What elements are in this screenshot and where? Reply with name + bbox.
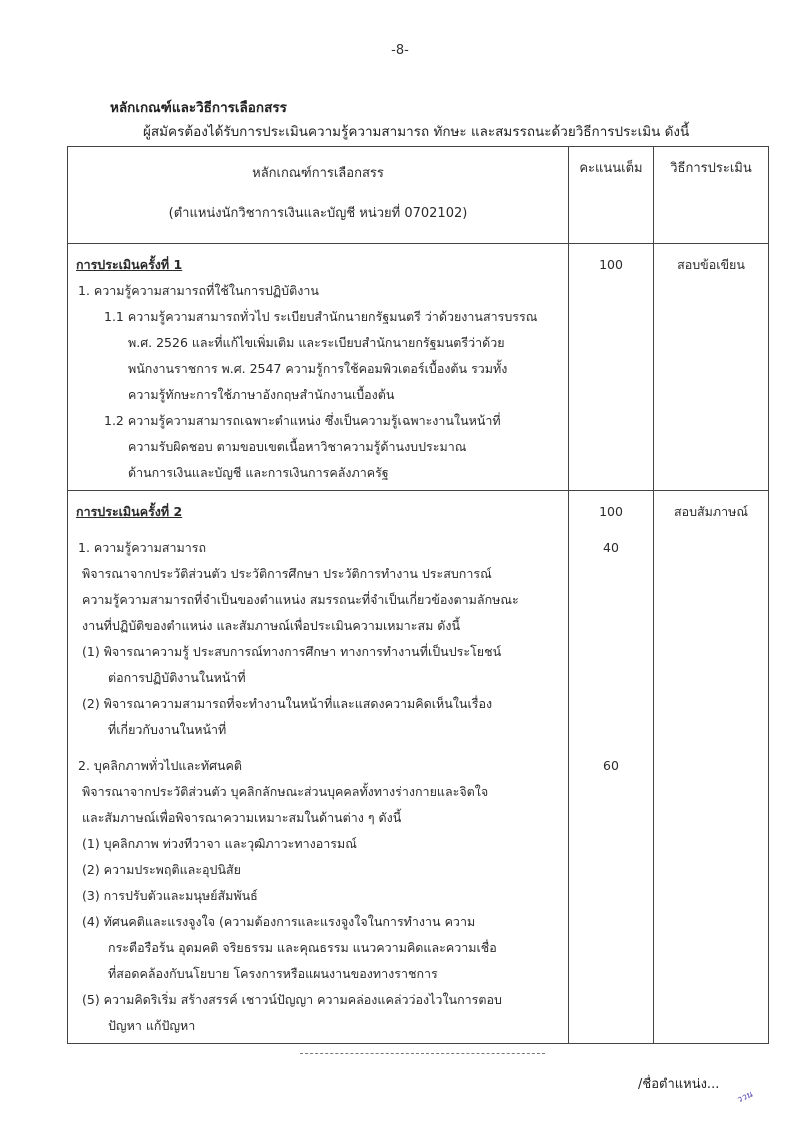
continuation-marker: /ชื่อตำแหน่ง... bbox=[638, 1077, 720, 1092]
section-title: หลักเกณฑ์และวิธีการเลือกสรร bbox=[110, 100, 287, 116]
round2-part2-item: 2. บุคลิกภาพทั่วไปและทัศนคติ bbox=[78, 758, 243, 773]
round1-item: พนักงานราชการ พ.ศ. 2547 ความรู้การใช้คอมพิวเตอร์เบื้องต้น รวมทั้ง bbox=[128, 361, 508, 376]
round2-method bbox=[654, 491, 769, 1044]
header-criteria-title: หลักเกณฑ์การเลือกสรร bbox=[252, 166, 384, 181]
round2-score bbox=[569, 491, 654, 1044]
round2-part2-item: (3) การปรับตัวและมนุษย์สัมพันธ์ bbox=[82, 888, 258, 903]
header-criteria bbox=[68, 147, 569, 244]
round2-part2-item: ที่สอดคล้องกับนโยบาย โครงการหรือแผนงานของทางราชการ bbox=[108, 966, 438, 981]
round2-part1-item: ต่อการปฏิบัติงานในหน้าที่ bbox=[108, 670, 246, 685]
round1-score-value: 100 bbox=[599, 257, 623, 272]
round2-criteria bbox=[68, 491, 569, 1044]
round1-title: การประเมินครั้งที่ 1 bbox=[76, 257, 183, 272]
round2-part2-item: พิจารณาจากประวัติส่วนตัว บุคลิกลักษณะส่วนบุคคลทั้งทางร่างกายและจิตใจ bbox=[82, 784, 489, 799]
round2-method-value: สอบสัมภาษณ์ bbox=[673, 504, 749, 519]
round1-item: ความรู้ทักษะการใช้ภาษาอังกฤษสำนักงานเบื้องต้น bbox=[128, 387, 395, 402]
round1-criteria bbox=[68, 244, 569, 491]
round2-part1-item: (2) พิจารณาความสามารถที่จะทำงานในหน้าที่และแสดงความคิดเห็นในเรื่อง bbox=[82, 696, 493, 711]
intro-paragraph: ผู้สมัครต้องได้รับการประเมินความรู้ความสามารถ ทักษะ และสมรรถนะด้วยวิธีการประเมิน ดังนี้ bbox=[143, 124, 690, 140]
round2-part1-item: 1. ความรู้ความสามารถ bbox=[78, 540, 207, 555]
round2-part2-score: 60 bbox=[603, 758, 619, 773]
round2-part1-item: ความรู้ความสามารถที่จำเป็นของตำแหน่ง สมรรถนะที่จำเป็นเกี่ยวข้องตามลักษณะ bbox=[82, 592, 519, 607]
round1-item: 1.1 ความรู้ความสามารถทั่วไป ระเบียบสำนักนายกรัฐมนตรี ว่าด้วยงานสารบรรณ bbox=[104, 309, 538, 324]
table-row-round2 bbox=[68, 491, 769, 1044]
round2-part1-item: ที่เกี่ยวกับงานในหน้าที่ bbox=[108, 722, 227, 737]
round2-part1-score: 40 bbox=[603, 540, 619, 555]
round2-part2-item: กระตือรือร้น อุดมคติ จริยธรรม และคุณธรรม แนวความคิดและความเชื่อ bbox=[108, 940, 497, 955]
header-criteria-position: (ตำแหน่งนักวิชาการเงินและบัญชี หน่วยที่ 0702102) bbox=[168, 206, 468, 221]
handwritten-initials: ววน bbox=[735, 1089, 755, 1106]
round2-part2-item: (2) ความประพฤติและอุปนิสัย bbox=[82, 862, 241, 877]
round2-part2-item: (4) ทัศนคติและแรงจูงใจ (ความต้องการและแรงจูงใจในการทำงาน ความ bbox=[82, 914, 476, 929]
round1-score bbox=[569, 244, 654, 491]
criteria-table bbox=[67, 146, 769, 1044]
round2-part2-item: (5) ความคิดริเริ่ม สร้างสรรค์ เชาวน์ปัญญา ความคล่องแคล่วว่องไวในการตอบ bbox=[82, 992, 502, 1007]
header-score: คะแนนเต็ม bbox=[569, 147, 654, 244]
round1-item: ความรับผิดชอบ ตามขอบเขตเนื้อหาวิชาความรู้ด้านงบประมาณ bbox=[128, 439, 467, 454]
round2-part2-item: (1) บุคลิกภาพ ท่วงทีวาจา และวุฒิภาวะทางอารมณ์ bbox=[82, 836, 357, 851]
round2-part2-item: และสัมภาษณ์เพื่อพิจารณาความเหมาะสมในด้านต่าง ๆ ดังนี้ bbox=[82, 810, 402, 825]
footer-divider bbox=[300, 1053, 545, 1054]
table-row-round1 bbox=[68, 244, 769, 491]
header-method: วิธีการประเมิน bbox=[654, 147, 769, 244]
round2-title: การประเมินครั้งที่ 2 bbox=[76, 504, 183, 519]
round1-item: ด้านการเงินและบัญชี และการเงินการคลังภาครัฐ bbox=[128, 465, 389, 480]
table-header-row bbox=[68, 147, 769, 244]
round1-method bbox=[654, 244, 769, 491]
round1-method-value: สอบข้อเขียน bbox=[677, 257, 745, 272]
round1-item: 1.2 ความรู้ความสามารถเฉพาะตำแหน่ง ซึ่งเป็นความรู้เฉพาะงานในหน้าที่ bbox=[104, 413, 501, 428]
round2-part2-item: ปัญหา แก้ปัญหา bbox=[108, 1018, 196, 1033]
page-number: -8- bbox=[391, 43, 409, 58]
round2-part1-item: (1) พิจารณาความรู้ ประสบการณ์ทางการศึกษา ทางการทำงานที่เป็นประโยชน์ bbox=[82, 644, 502, 659]
round2-score-value: 100 bbox=[599, 504, 623, 519]
round2-part1-item: งานที่ปฏิบัติของตำแหน่ง และสัมภาษณ์เพื่อประเมินความเหมาะสม ดังนี้ bbox=[82, 618, 461, 633]
round1-item: 1. ความรู้ความสามารถที่ใช้ในการปฏิบัติงาน bbox=[78, 283, 319, 298]
round1-item: พ.ศ. 2526 และที่แก้ไขเพิ่มเติม และระเบียบสำนักนายกรัฐมนตรีว่าด้วย bbox=[128, 335, 505, 350]
round2-part1-item: พิจารณาจากประวัติส่วนตัว ประวัติการศึกษา ประวัติการทำงาน ประสบการณ์ bbox=[82, 566, 492, 581]
